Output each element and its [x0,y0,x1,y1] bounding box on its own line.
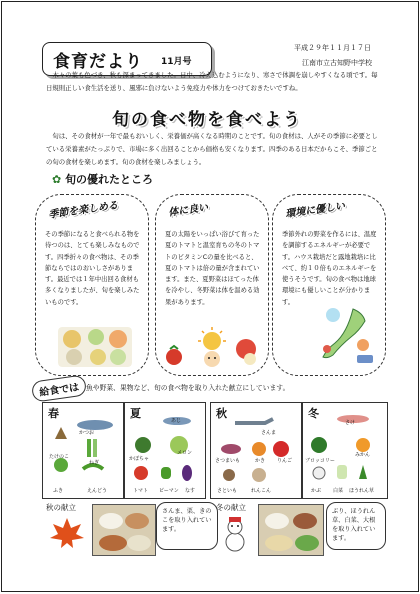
autumn-lunch-photo [92,504,156,556]
school-lunch-badge: 給食では [31,374,87,402]
benefit-column-environment [272,194,386,376]
sprout-icon: ✿ [52,173,62,186]
benefit-text: 季節外れの野菜を作るには、温度を調節するエネルギーが必要です。ハウス栽培だと露地栽培に比べて、約１０倍ものエネルギーを使うそうです。旬の食べ物は地球環境にも優しいことが分かります。 [282,231,377,306]
issue-month: 11月号 [161,57,192,67]
autumn-menu-note: さんま、栗、きのこを取り入れています。 [156,502,218,550]
food-label: たけのこ [49,454,70,460]
benefit-title: 体に良い [167,202,209,219]
tomato-sun-illustration [162,327,262,369]
season-label: 冬 [308,407,319,420]
japan-map-illustration [313,301,379,367]
benefit-text: その季節になると食べられる物を待つのは、とても楽しみなものです。四季折々の食べ物は、その季節ならではのおいしさがあります。最近では１年中出回る食材も多くなりましたが、旬を楽しみたいものです。 [45,231,140,306]
food-label: りんご [277,458,293,464]
food-label: ねぎ [89,460,100,466]
autumn-foods-illustration [215,413,297,487]
benefit-text: 夏の太陽をいっぱい浴びて育った夏のトマトと温室育ちの冬のトマトのビタミンCの量を比べると、夏のトマトは倍の量が含まれています。また、夏野菜はほてった体を冷やし、冬野菜は体を温める効果があります。 [165,231,260,306]
food-label: みかん [355,452,371,458]
season-box-summer [124,402,206,499]
food-label: えんどう [87,488,108,494]
food-label: メロン [177,450,193,456]
food-label: かぼちゃ [129,456,150,462]
winter-menu-note: ぶり、ほうれん草、白菜、大根を取り入れています。 [326,502,386,550]
season-box-spring [42,402,124,499]
section-title [52,171,153,187]
food-label: ふき [53,488,64,494]
maple-leaf-icon [48,516,86,550]
food-label: さつまいも [215,458,241,464]
headline: 旬の食べ物を食べよう [112,110,302,130]
benefit-title: 環境に優しい [284,200,346,221]
spring-foods-illustration [47,417,119,487]
winter-lunch-photo [258,504,324,556]
food-label: さといも [217,488,238,494]
benefit-title: 季節を楽しめる [47,200,119,221]
season-label: 春 [48,407,59,420]
food-label: あじ [171,418,182,424]
intro-paragraph: 木々の葉も色づき、秋も深まってきました。日中、冷え込むようになり、寒さで体調を崩しやすくなる頃です。毎日規則正しい食生活を送り、風邪に負けないよう免疫力や体力をつけておきたいですね。 [46,71,378,92]
section-title-text: 旬の優れたところ [65,173,154,186]
food-label: さけ [345,420,356,426]
season-label: 夏 [130,407,141,420]
food-label: かつお [79,430,95,436]
food-label: ブロッコリー [305,458,335,464]
food-label: ほうれん草 [349,488,375,494]
autumn-menu-label: 秋の献立 [46,503,76,512]
season-box-autumn [210,402,302,499]
snowman-icon [220,516,250,552]
season-box-winter [302,402,388,499]
food-label: かぶ [311,488,322,494]
food-label: さんま [261,430,277,436]
food-label: 白菜 [333,488,344,494]
winter-menu-label: 冬の献立 [216,503,246,512]
benefit-column-health [155,194,269,376]
season-label: 秋 [216,407,227,420]
food-label: ピーマン [159,488,179,494]
school-lunch-text: 魚や野菜、果物など、旬の食べ物を取り入れた献立にしています。 [86,384,290,392]
benefit-column-season [35,194,149,376]
seasonal-dishes-illustration [58,327,132,367]
issue-date: 平成２９年１１月１７日 [294,44,371,52]
page-title: 食育だより [53,52,143,72]
newsletter-page [1,1,419,592]
school-name: 江南市立古知野中学校 [302,59,372,67]
shun-paragraph: 旬は、その食材が一年で最もおいしく、栄養価が高くなる時期のことです。旬の食材は、人がその季節に必要としている栄養素がたっぷりで、市場に多く出回ることから価格も安くなります。四季のある日本だからこそ、季節ごとの旬の食材を楽しめます。旬の食材を楽しみましょう。 [46,132,378,166]
food-label: かき [255,458,266,464]
food-label: れんこん [251,488,272,494]
food-label: なす [185,488,196,494]
food-label: トマト [133,488,149,494]
